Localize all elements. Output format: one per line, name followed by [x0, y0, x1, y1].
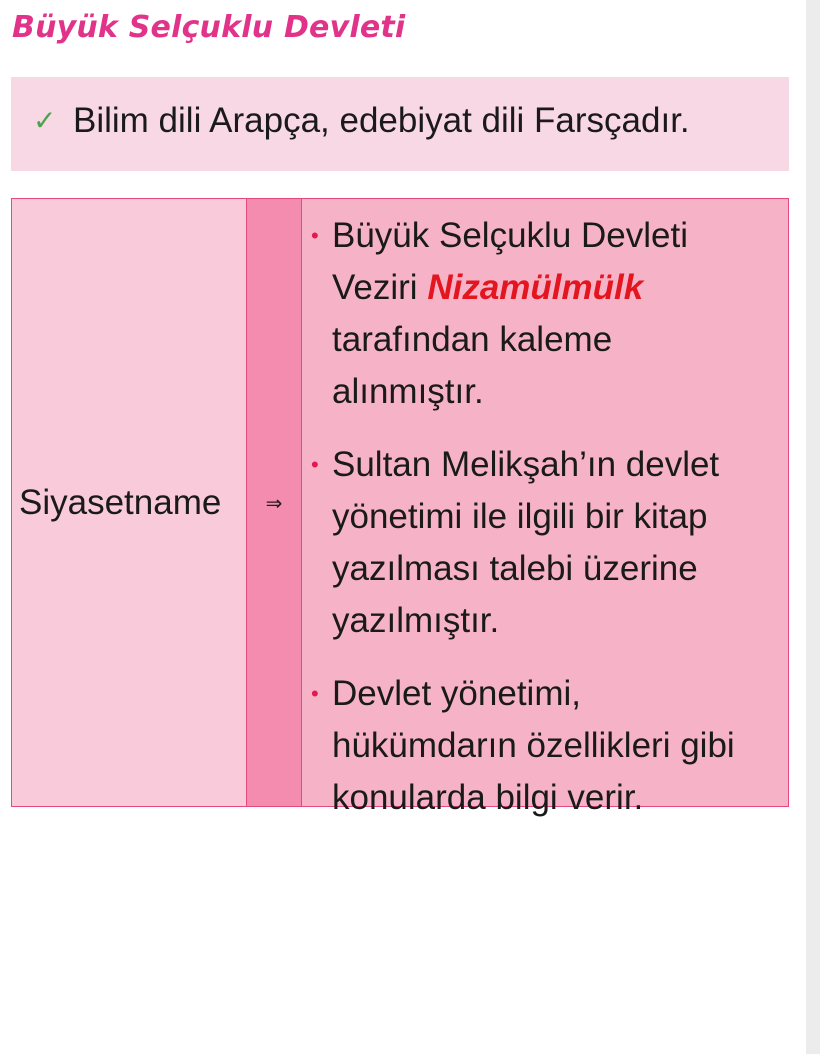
section-heading: Büyük Selçuklu Devleti: [12, 10, 406, 45]
arrow-cell: [247, 199, 302, 806]
bullet-line: alınmıştır.: [332, 372, 484, 411]
bullet-dot-icon: •: [311, 223, 319, 248]
bullet-line: tarafından kaleme: [332, 320, 613, 359]
bullet-item-content: [302, 668, 788, 824]
bullet-line: Sultan Melikşah’ın devlet: [332, 445, 720, 484]
bullet-dot-icon: •: [311, 452, 319, 477]
bullet-line: yazılmıştır.: [332, 601, 500, 640]
info-note-text: Bilim dili Arapça, edebiyat dili Farsçadır.: [73, 101, 690, 140]
description-cell: [302, 199, 788, 817]
bullet-line-prefix: Veziri: [332, 268, 428, 307]
info-note-box: [11, 77, 789, 171]
bullet-line: Büyük Selçuklu Devleti: [332, 216, 688, 255]
double-right-arrow-icon: ⇒: [265, 490, 283, 515]
bullet-line: Devlet yönetimi,: [332, 674, 581, 713]
highlighted-name: Nizamülmülk: [427, 268, 644, 307]
term-label: Siyasetname: [19, 482, 222, 522]
check-icon: ✓: [33, 104, 57, 137]
bullet-item-request: [302, 439, 788, 647]
bullet-line: yazılması talebi üzerine: [332, 549, 698, 588]
bullet-line: konularda bilgi verir.: [332, 778, 644, 817]
bullet-item-author: [302, 210, 788, 418]
bullet-line: yönetimi ile ilgili bir kitap: [332, 497, 708, 536]
term-cell: [12, 199, 247, 806]
bullet-line: hükümdarın özellikleri gibi: [332, 726, 735, 765]
bullet-line: [332, 262, 788, 314]
siyasetname-table: [11, 198, 789, 817]
bullet-dot-icon: •: [311, 681, 319, 706]
page-edge-strip: [806, 0, 820, 1054]
